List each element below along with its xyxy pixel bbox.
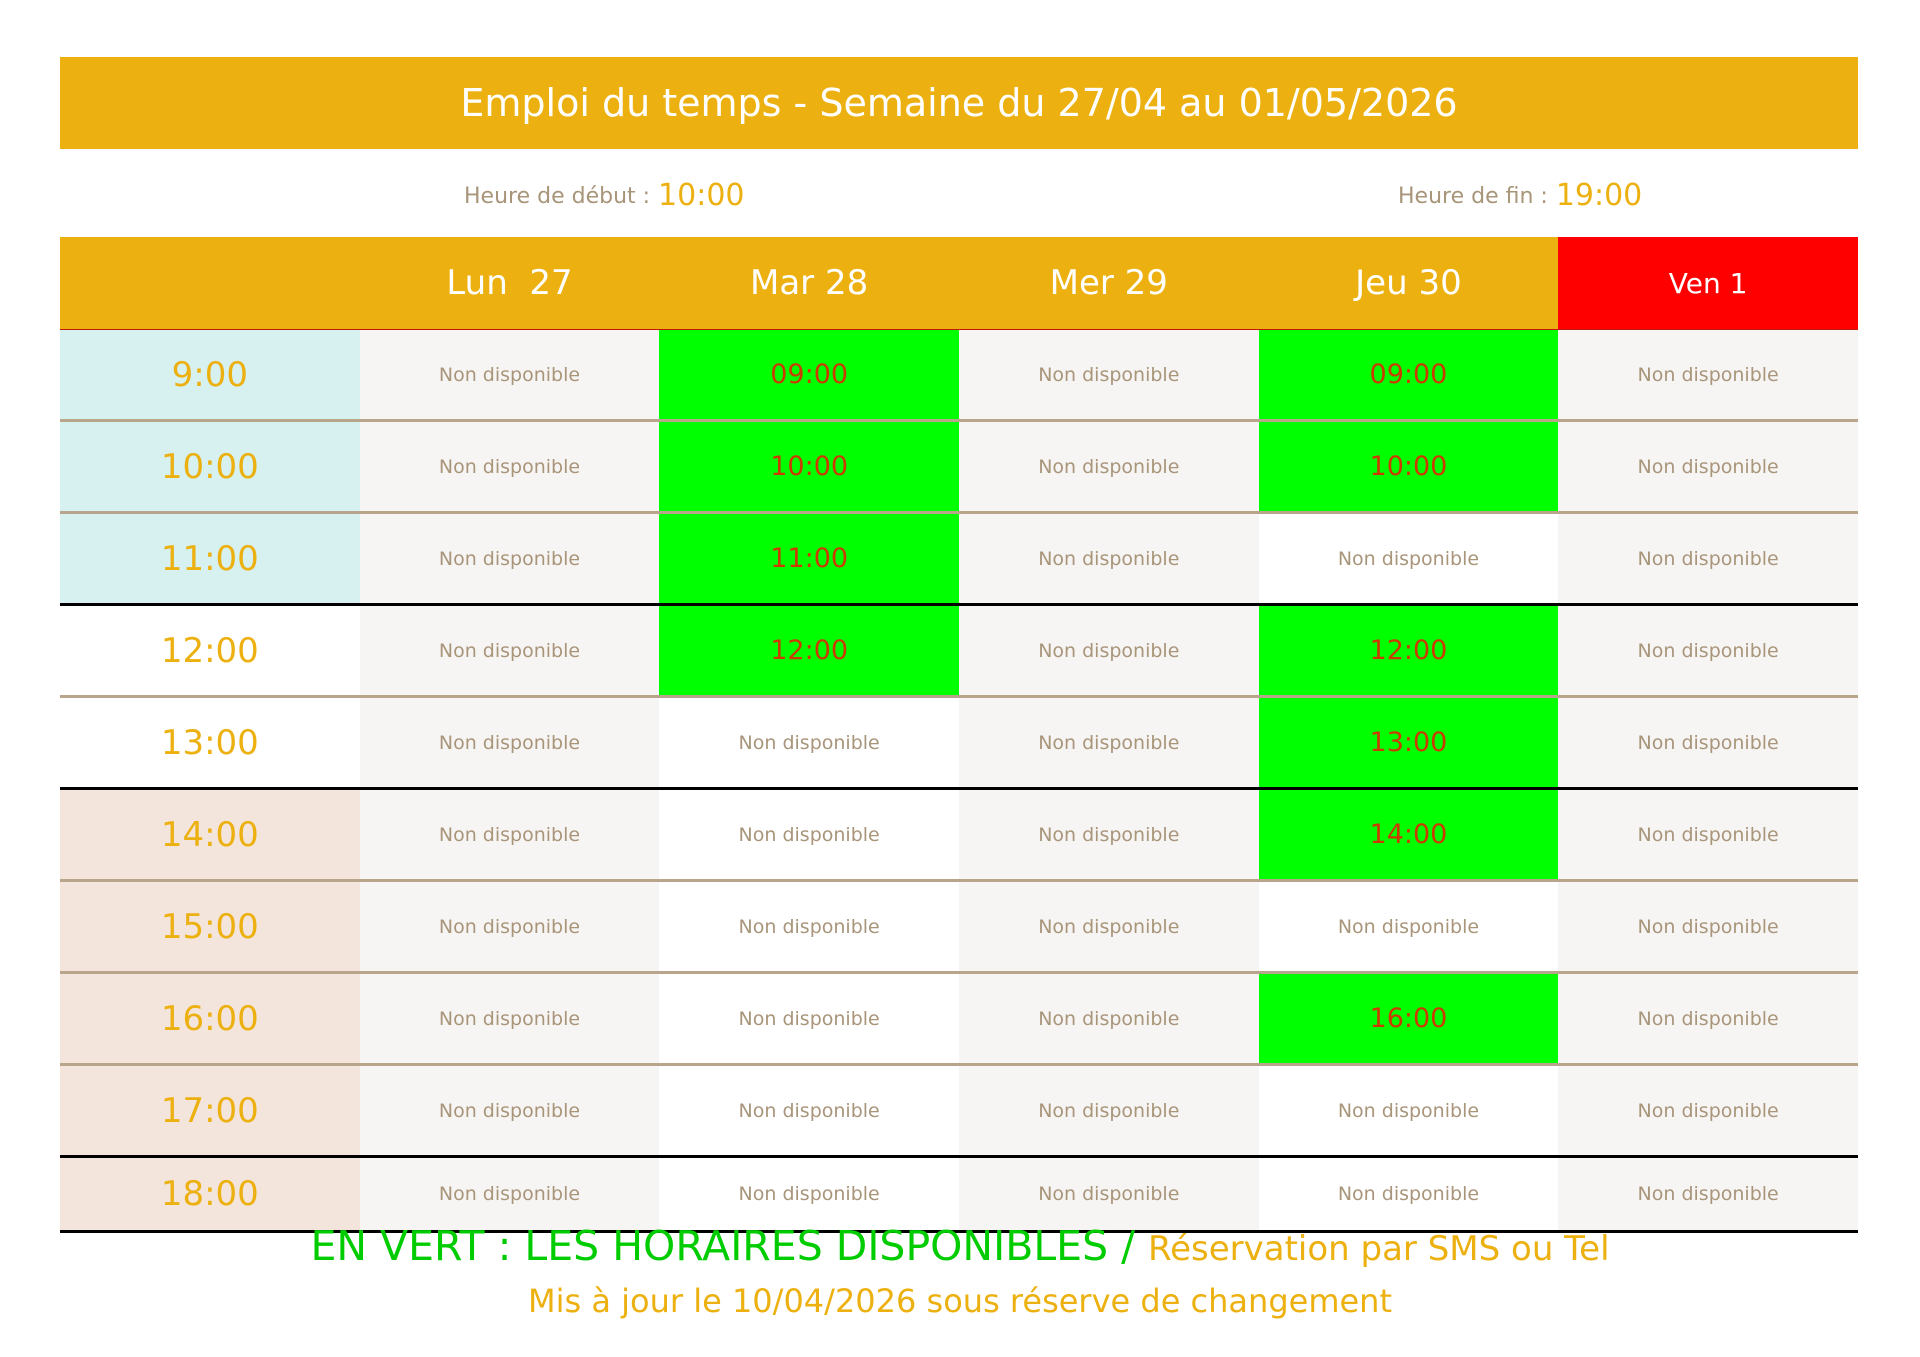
slot-row (60, 881, 1858, 973)
slot-unavailable: Non disponible (360, 881, 660, 973)
slot-unavailable: Non disponible (360, 697, 660, 789)
slot-unavailable: Non disponible (1558, 513, 1858, 605)
slot-unavailable: Non disponible (360, 1157, 660, 1232)
slot-available[interactable]: 16:00 (1259, 973, 1559, 1065)
slot-unavailable: Non disponible (959, 605, 1259, 697)
slot-unavailable: Non disponible (360, 973, 660, 1065)
legend-note (0, 1222, 1920, 1270)
slot-unavailable: Non disponible (1558, 421, 1858, 513)
slot-row (60, 1065, 1858, 1157)
slot-available[interactable]: 10:00 (659, 421, 959, 513)
time-label: 16:00 (60, 973, 360, 1065)
slot-unavailable: Non disponible (659, 881, 959, 973)
slot-unavailable: Non disponible (659, 789, 959, 881)
day-header: Lun 27 (360, 237, 660, 330)
end-time-field (1398, 178, 1642, 213)
slot-unavailable: Non disponible (1558, 697, 1858, 789)
slot-unavailable: Non disponible (1558, 973, 1858, 1065)
time-label: 9:00 (60, 330, 360, 421)
slot-available[interactable]: 14:00 (1259, 789, 1559, 881)
slot-unavailable: Non disponible (1558, 605, 1858, 697)
slot-unavailable: Non disponible (959, 973, 1259, 1065)
day-header: Mar 28 (659, 237, 959, 330)
start-time-value: 10:00 (658, 178, 745, 213)
slot-unavailable: Non disponible (959, 697, 1259, 789)
slot-unavailable: Non disponible (1259, 513, 1559, 605)
slot-unavailable: Non disponible (360, 330, 660, 421)
slot-available[interactable]: 13:00 (1259, 697, 1559, 789)
slot-row (60, 330, 1858, 421)
slot-row (60, 1157, 1858, 1232)
time-label: 18:00 (60, 1157, 360, 1232)
time-label: 17:00 (60, 1065, 360, 1157)
update-note: Mis à jour le 10/04/2026 sous réserve de changement (527, 1282, 1392, 1320)
slot-row (60, 789, 1858, 881)
slot-unavailable: Non disponible (659, 1065, 959, 1157)
end-time-label: Heure de fin : (1398, 184, 1548, 209)
slot-unavailable: Non disponible (360, 789, 660, 881)
time-label: 15:00 (60, 881, 360, 973)
slot-available[interactable]: 10:00 (1259, 421, 1559, 513)
slot-unavailable: Non disponible (959, 789, 1259, 881)
slot-unavailable: Non disponible (1558, 881, 1858, 973)
slot-unavailable: Non disponible (360, 1065, 660, 1157)
day-header: Jeu 30 (1259, 237, 1559, 330)
slot-unavailable: Non disponible (959, 421, 1259, 513)
legend-booking: Réservation par SMS ou Tel (1148, 1229, 1610, 1269)
slot-row (60, 605, 1858, 697)
slot-unavailable: Non disponible (360, 605, 660, 697)
slot-row (60, 513, 1858, 605)
time-label: 11:00 (60, 513, 360, 605)
slot-unavailable: Non disponible (959, 513, 1259, 605)
slot-available[interactable]: 12:00 (659, 605, 959, 697)
schedule-title: Emploi du temps - Semaine du 27/04 au 01/05/2026 (60, 57, 1858, 149)
slot-unavailable: Non disponible (1558, 330, 1858, 421)
slot-unavailable: Non disponible (1259, 1157, 1559, 1232)
time-label: 10:00 (60, 421, 360, 513)
slot-unavailable: Non disponible (360, 421, 660, 513)
schedule-table (60, 237, 1858, 1233)
day-header: Mer 29 (959, 237, 1259, 330)
slot-unavailable: Non disponible (1558, 789, 1858, 881)
slot-unavailable: Non disponible (659, 973, 959, 1065)
time-label: 12:00 (60, 605, 360, 697)
corner-cell (60, 237, 360, 330)
slot-unavailable: Non disponible (959, 1157, 1259, 1232)
start-time-label: Heure de début : (464, 184, 651, 209)
slot-unavailable: Non disponible (959, 330, 1259, 421)
slot-unavailable: Non disponible (360, 513, 660, 605)
slot-unavailable: Non disponible (959, 1065, 1259, 1157)
day-header-holiday: Ven 1 (1558, 237, 1858, 330)
legend-main: EN VERT : LES HORAIRES DISPONIBLES / (310, 1222, 1135, 1270)
slot-unavailable: Non disponible (1259, 1065, 1559, 1157)
slot-available[interactable]: 09:00 (659, 330, 959, 421)
slot-available[interactable]: 12:00 (1259, 605, 1559, 697)
day-header-row (60, 237, 1858, 330)
slot-available[interactable]: 11:00 (659, 513, 959, 605)
slot-row (60, 697, 1858, 789)
slot-unavailable: Non disponible (1259, 881, 1559, 973)
slot-unavailable: Non disponible (959, 881, 1259, 973)
time-label: 14:00 (60, 789, 360, 881)
slot-unavailable: Non disponible (1558, 1065, 1858, 1157)
slot-row (60, 421, 1858, 513)
slot-row (60, 973, 1858, 1065)
slot-available[interactable]: 09:00 (1259, 330, 1559, 421)
slot-unavailable: Non disponible (1558, 1157, 1858, 1232)
slot-unavailable: Non disponible (659, 697, 959, 789)
start-time-field (464, 178, 745, 213)
slot-unavailable: Non disponible (659, 1157, 959, 1232)
end-time-value: 19:00 (1555, 178, 1643, 213)
time-label: 13:00 (60, 697, 360, 789)
